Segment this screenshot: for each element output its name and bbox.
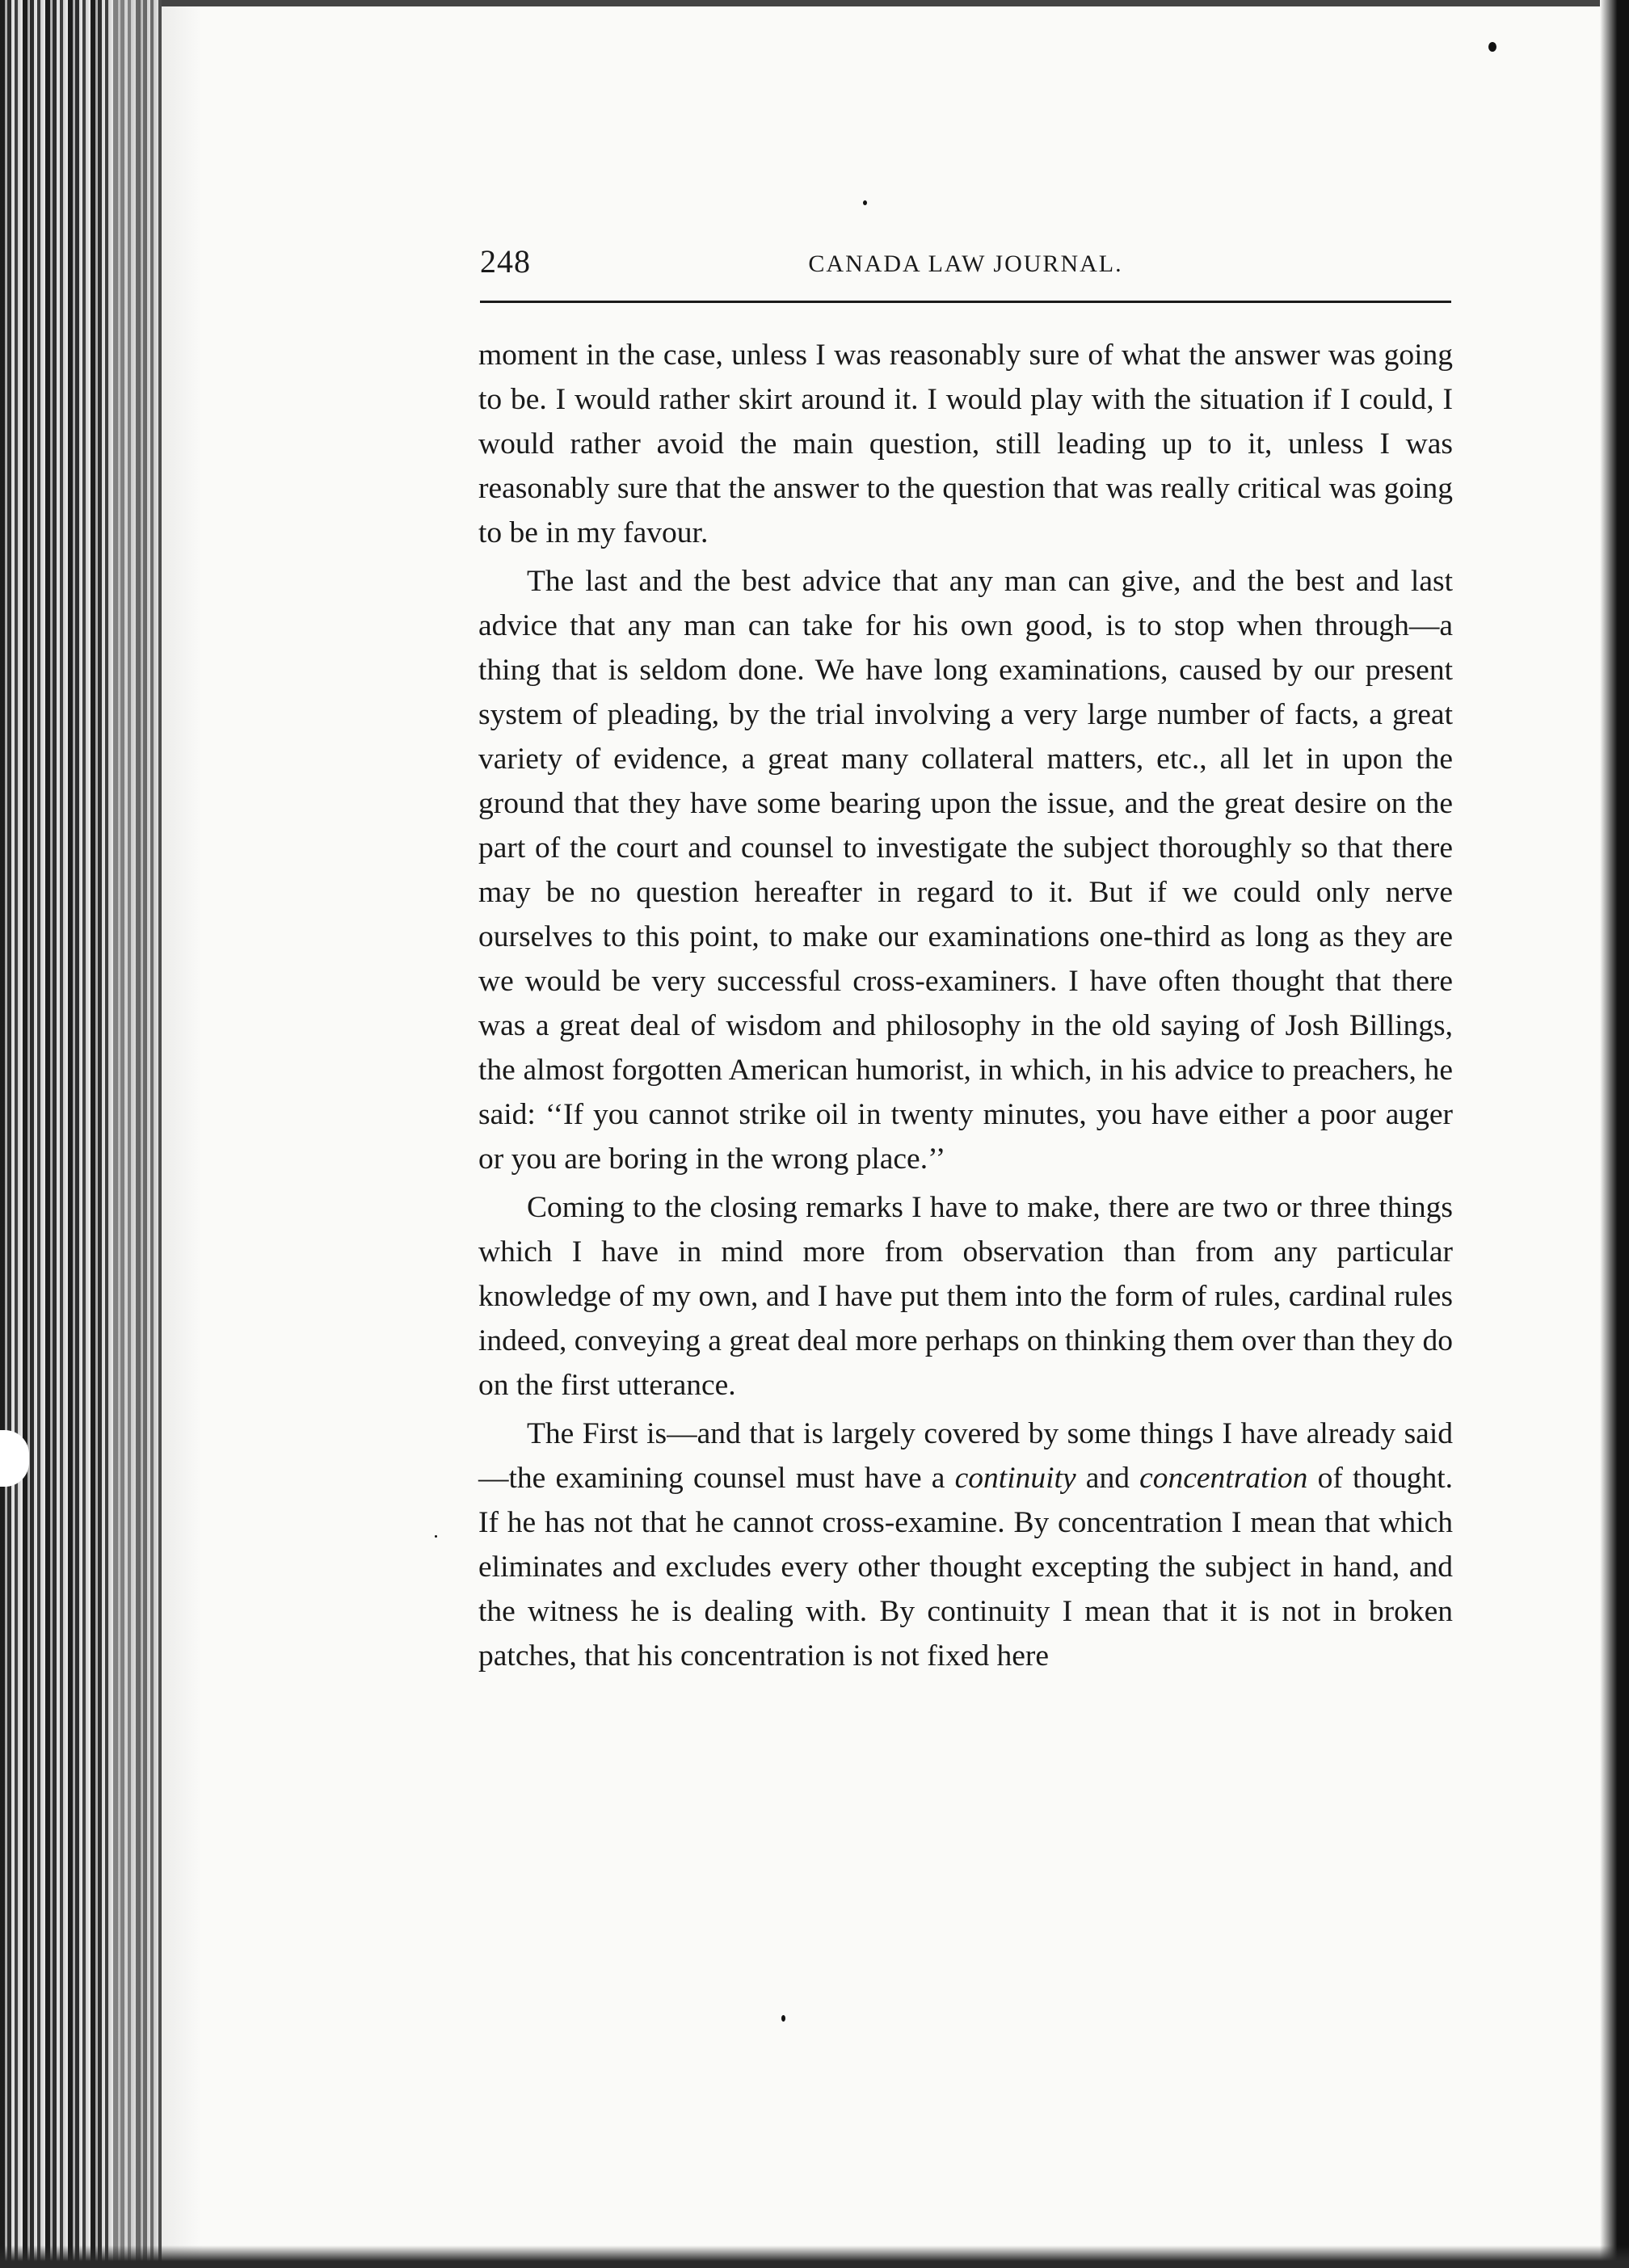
paragraph [478, 559, 1453, 1181]
page-number: 248 [480, 243, 531, 280]
page-header [480, 242, 1451, 291]
italic-text: continuity [954, 1462, 1076, 1495]
right-page-edge [1600, 0, 1629, 2268]
ink-speck [1488, 42, 1496, 52]
ink-speck [863, 200, 867, 205]
text-run: The First is—and that is largely covered by some things I have already said—the examining counsel must have a [478, 1417, 1453, 1495]
header-rule [480, 301, 1451, 303]
text-run: moment in the case, unless I was reasonably sure of what the answer was going to be. I would rather skirt around it. I would play with the situation if I could, I would rather avoid the main question, still leading up to it, unless I was reasonably sure that the answer to the question that was really critical was going to be in my favour. [478, 339, 1453, 549]
text-run: and [1075, 1462, 1140, 1495]
text-run: Coming to the closing remarks I have to make, there are two or three things which I have in mind more from observation than from any particular knowledge of my own, and I have put them into the form of rules, cardinal rules indeed, conveying a great deal more perhaps on thinking them over than they do on the first utterance. [478, 1191, 1453, 1402]
paragraph [478, 333, 1453, 555]
text-run: of thought. If he has not that he cannot cross-examine. By concentration I mean that which eliminates and excludes every other thought excepting the subject in hand, and the witness he is dealing with. By continuity I mean that it is not in broken patches, that his concentration is not fixed here [478, 1462, 1453, 1673]
text-run: The last and the best advice that any man can give, and the best and last advice that any man can take for his own good, is to stop when through—a thing that is seldom done. We have long examinations, caused by our present system of pleading, by the trial involving a very large number of facts, a great variety of evidence, a great many collateral matters, etc., all let in upon the ground that they have some bearing upon the issue, and the great desire on the part of the court and counsel to investigate the subject thoroughly so that there may be no question hereafter in regard to it. But if we could only nerve ourselves to this point, to make our examinations one-third as long as they are we would be very successful cross-examiners. I have often thought that there was a great deal of wisdom and philosophy in the old saying of Josh Billings, the almost forgotten American humorist, in which, in his advice to preachers, he said: ‘‘If you cannot strike oil in twenty minutes, you have either a poor auger or you are boring in the wrong place.’’ [478, 565, 1453, 1176]
italic-text: concentration [1139, 1462, 1308, 1495]
binding-shadow [113, 0, 202, 2268]
running-head: CANADA LAW JOURNAL. [808, 250, 1123, 277]
paragraph [478, 1185, 1453, 1408]
bottom-page-edge [0, 2245, 1629, 2268]
top-page-edge [162, 0, 1600, 6]
ink-speck [435, 1535, 437, 1538]
paragraph [478, 1412, 1453, 1678]
ink-speck [781, 2015, 785, 2022]
body-text [478, 333, 1453, 1682]
